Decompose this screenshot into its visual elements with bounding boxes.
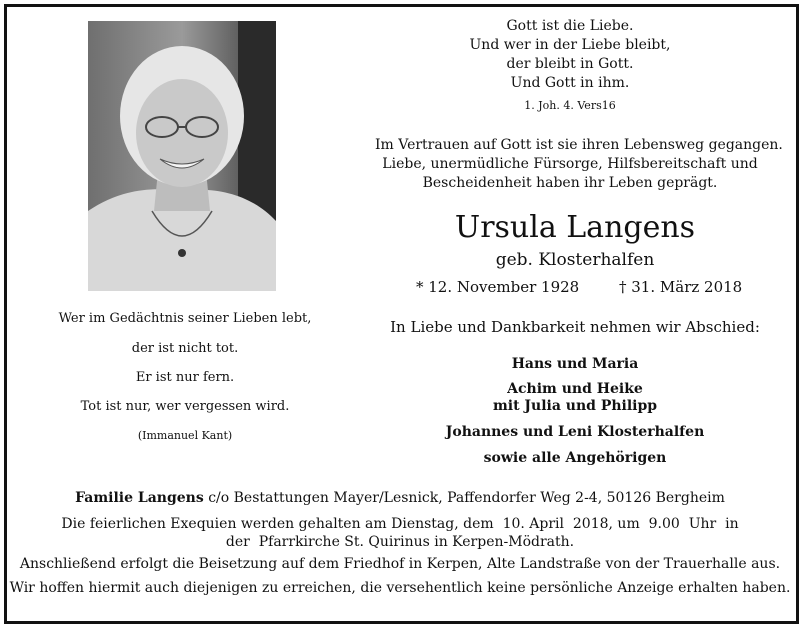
quote-line: Wer im Gedächtnis seiner Lieben lebt, [58,311,312,326]
service-line: Die feierlichen Exequien werden gehalten am Dienstag, dem 10. April 2018, um 9.00 Uhr in [61,516,739,532]
statement-line: Im Vertrauen auf Gott ist sie ihren Lebensweg gegangen. [375,137,783,153]
family-member: Hans und Maria [511,356,639,372]
quote-line: Tot ist nur, wer vergessen wird. [80,399,290,414]
funeral-home-address: c/o Bestattungen Mayer/Lesnick, Paffendorfer Weg 2-4, 50126 Bergheim [208,490,725,506]
quote-author: (Immanuel Kant) [137,429,233,442]
portrait-photo [88,21,276,291]
verse-line: Gott ist die Liebe. [506,18,634,34]
family-member: mit Julia und Philipp [492,398,658,414]
deceased-name: Ursula Langens [454,210,696,245]
burial-line: Anschließend erfolgt die Beisetzung auf dem Friedhof in Kerpen, Alte Landstraße von der Trauerhalle aus. [19,556,781,572]
statement-line: Liebe, unermüdliche Fürsorge, Hilfsbereitschaft und [382,156,758,172]
death-date: † 31. März 2018 [619,278,743,296]
family-member: Achim und Heike [507,381,643,397]
service-location: der Pfarrkirche St. Quirinus in Kerpen-Mödrath. [225,534,575,550]
portrait-illustration [88,21,276,291]
verse-line: der bleibt in Gott. [506,56,634,72]
statement-line: Bescheidenheit haben ihr Leben geprägt. [422,175,718,191]
quote-line: der ist nicht tot. [131,341,239,356]
birth-date: * 12. November 1928 [416,278,580,296]
notice-line: Wir hoffen hiermit auch diejenigen zu erreichen, die versehentlich keine persönliche Anzeige erhalten haben. [9,580,791,596]
maiden-name: geb. Klosterhalfen [495,250,655,270]
family-member: sowie alle Angehörigen [483,450,667,466]
life-statement [375,136,783,193]
verse-reference: 1. Joh. 4. Vers16 [524,99,616,112]
family-member: Johannes und Leni Klosterhalfen [445,424,705,440]
verse-line: Und wer in der Liebe bleibt, [469,37,671,53]
farewell-text: In Liebe und Dankbarkeit nehmen wir Abschied: [390,318,760,336]
quote-line: Er ist nur fern. [135,370,235,385]
contact-line [0,490,800,506]
family-name: Familie Langens [75,490,204,506]
bible-verse [400,17,740,93]
verse-line: Und Gott in ihm. [510,75,630,91]
